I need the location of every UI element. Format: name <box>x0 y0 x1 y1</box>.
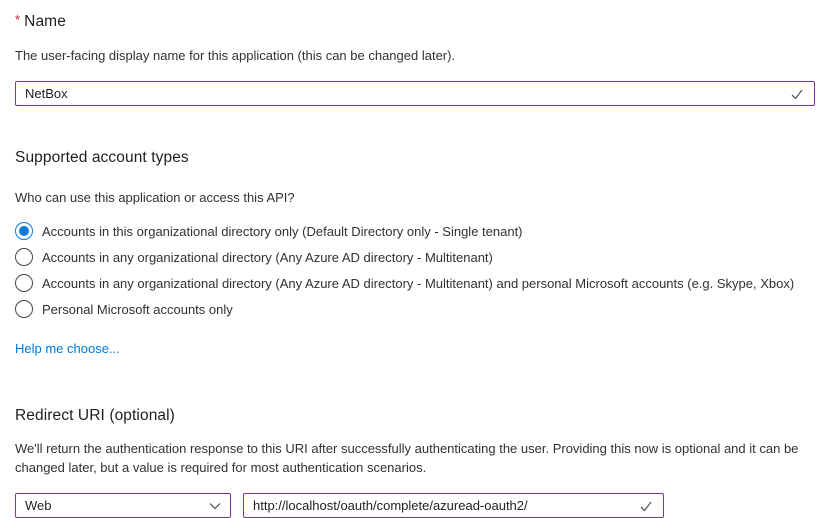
radio-option[interactable] <box>15 296 815 322</box>
radio-option-label: Personal Microsoft accounts only <box>42 301 233 317</box>
account-types-radio-group <box>15 218 815 322</box>
redirect-uri-controls <box>15 493 815 518</box>
check-icon <box>638 498 654 514</box>
radio-option[interactable] <box>15 270 815 296</box>
account-types-section-title: Supported account types <box>15 149 189 166</box>
radio-dot <box>19 304 29 314</box>
radio-button-icon[interactable] <box>15 300 33 318</box>
radio-button-icon[interactable] <box>15 274 33 292</box>
name-section-title <box>15 12 815 31</box>
radio-dot <box>19 226 29 236</box>
required-asterisk: * <box>15 12 21 27</box>
radio-option[interactable] <box>15 218 815 244</box>
account-types-question: Who can use this application or access this API? <box>15 190 295 205</box>
help-me-choose-link[interactable]: Help me choose... <box>15 341 120 356</box>
check-icon <box>789 86 805 102</box>
redirect-uri-description: We'll return the authentication response to this URI after successfully authenticating the user. Providing this now is optional and it can be changed later, but a value is required for most authentication scenarios. <box>15 441 799 475</box>
redirect-uri-section-title: Redirect URI (optional) <box>15 407 175 424</box>
name-input-container <box>15 81 815 106</box>
radio-option-label: Accounts in this organizational directory only (Default Directory only - Single tenant) <box>42 223 523 239</box>
radio-button-icon[interactable] <box>15 222 33 240</box>
redirect-uri-input-container <box>243 493 664 518</box>
radio-button-icon[interactable] <box>15 248 33 266</box>
radio-option-label: Accounts in any organizational directory (Any Azure AD directory - Multitenant) and personal Microsoft accounts (e.g. Skype, Xbox) <box>42 275 795 291</box>
radio-dot <box>19 252 29 262</box>
name-input[interactable] <box>16 86 814 101</box>
name-section-title-text: Name <box>24 13 66 30</box>
platform-select[interactable] <box>15 493 231 518</box>
name-hint-text: The user-facing display name for this application (this can be changed later). <box>15 48 456 63</box>
redirect-uri-input[interactable] <box>244 498 663 513</box>
platform-select-value: Web <box>25 498 52 513</box>
radio-option[interactable] <box>15 244 815 270</box>
radio-option-label: Accounts in any organizational directory (Any Azure AD directory - Multitenant) <box>42 249 493 265</box>
radio-dot <box>19 278 29 288</box>
chevron-down-icon <box>208 499 222 513</box>
